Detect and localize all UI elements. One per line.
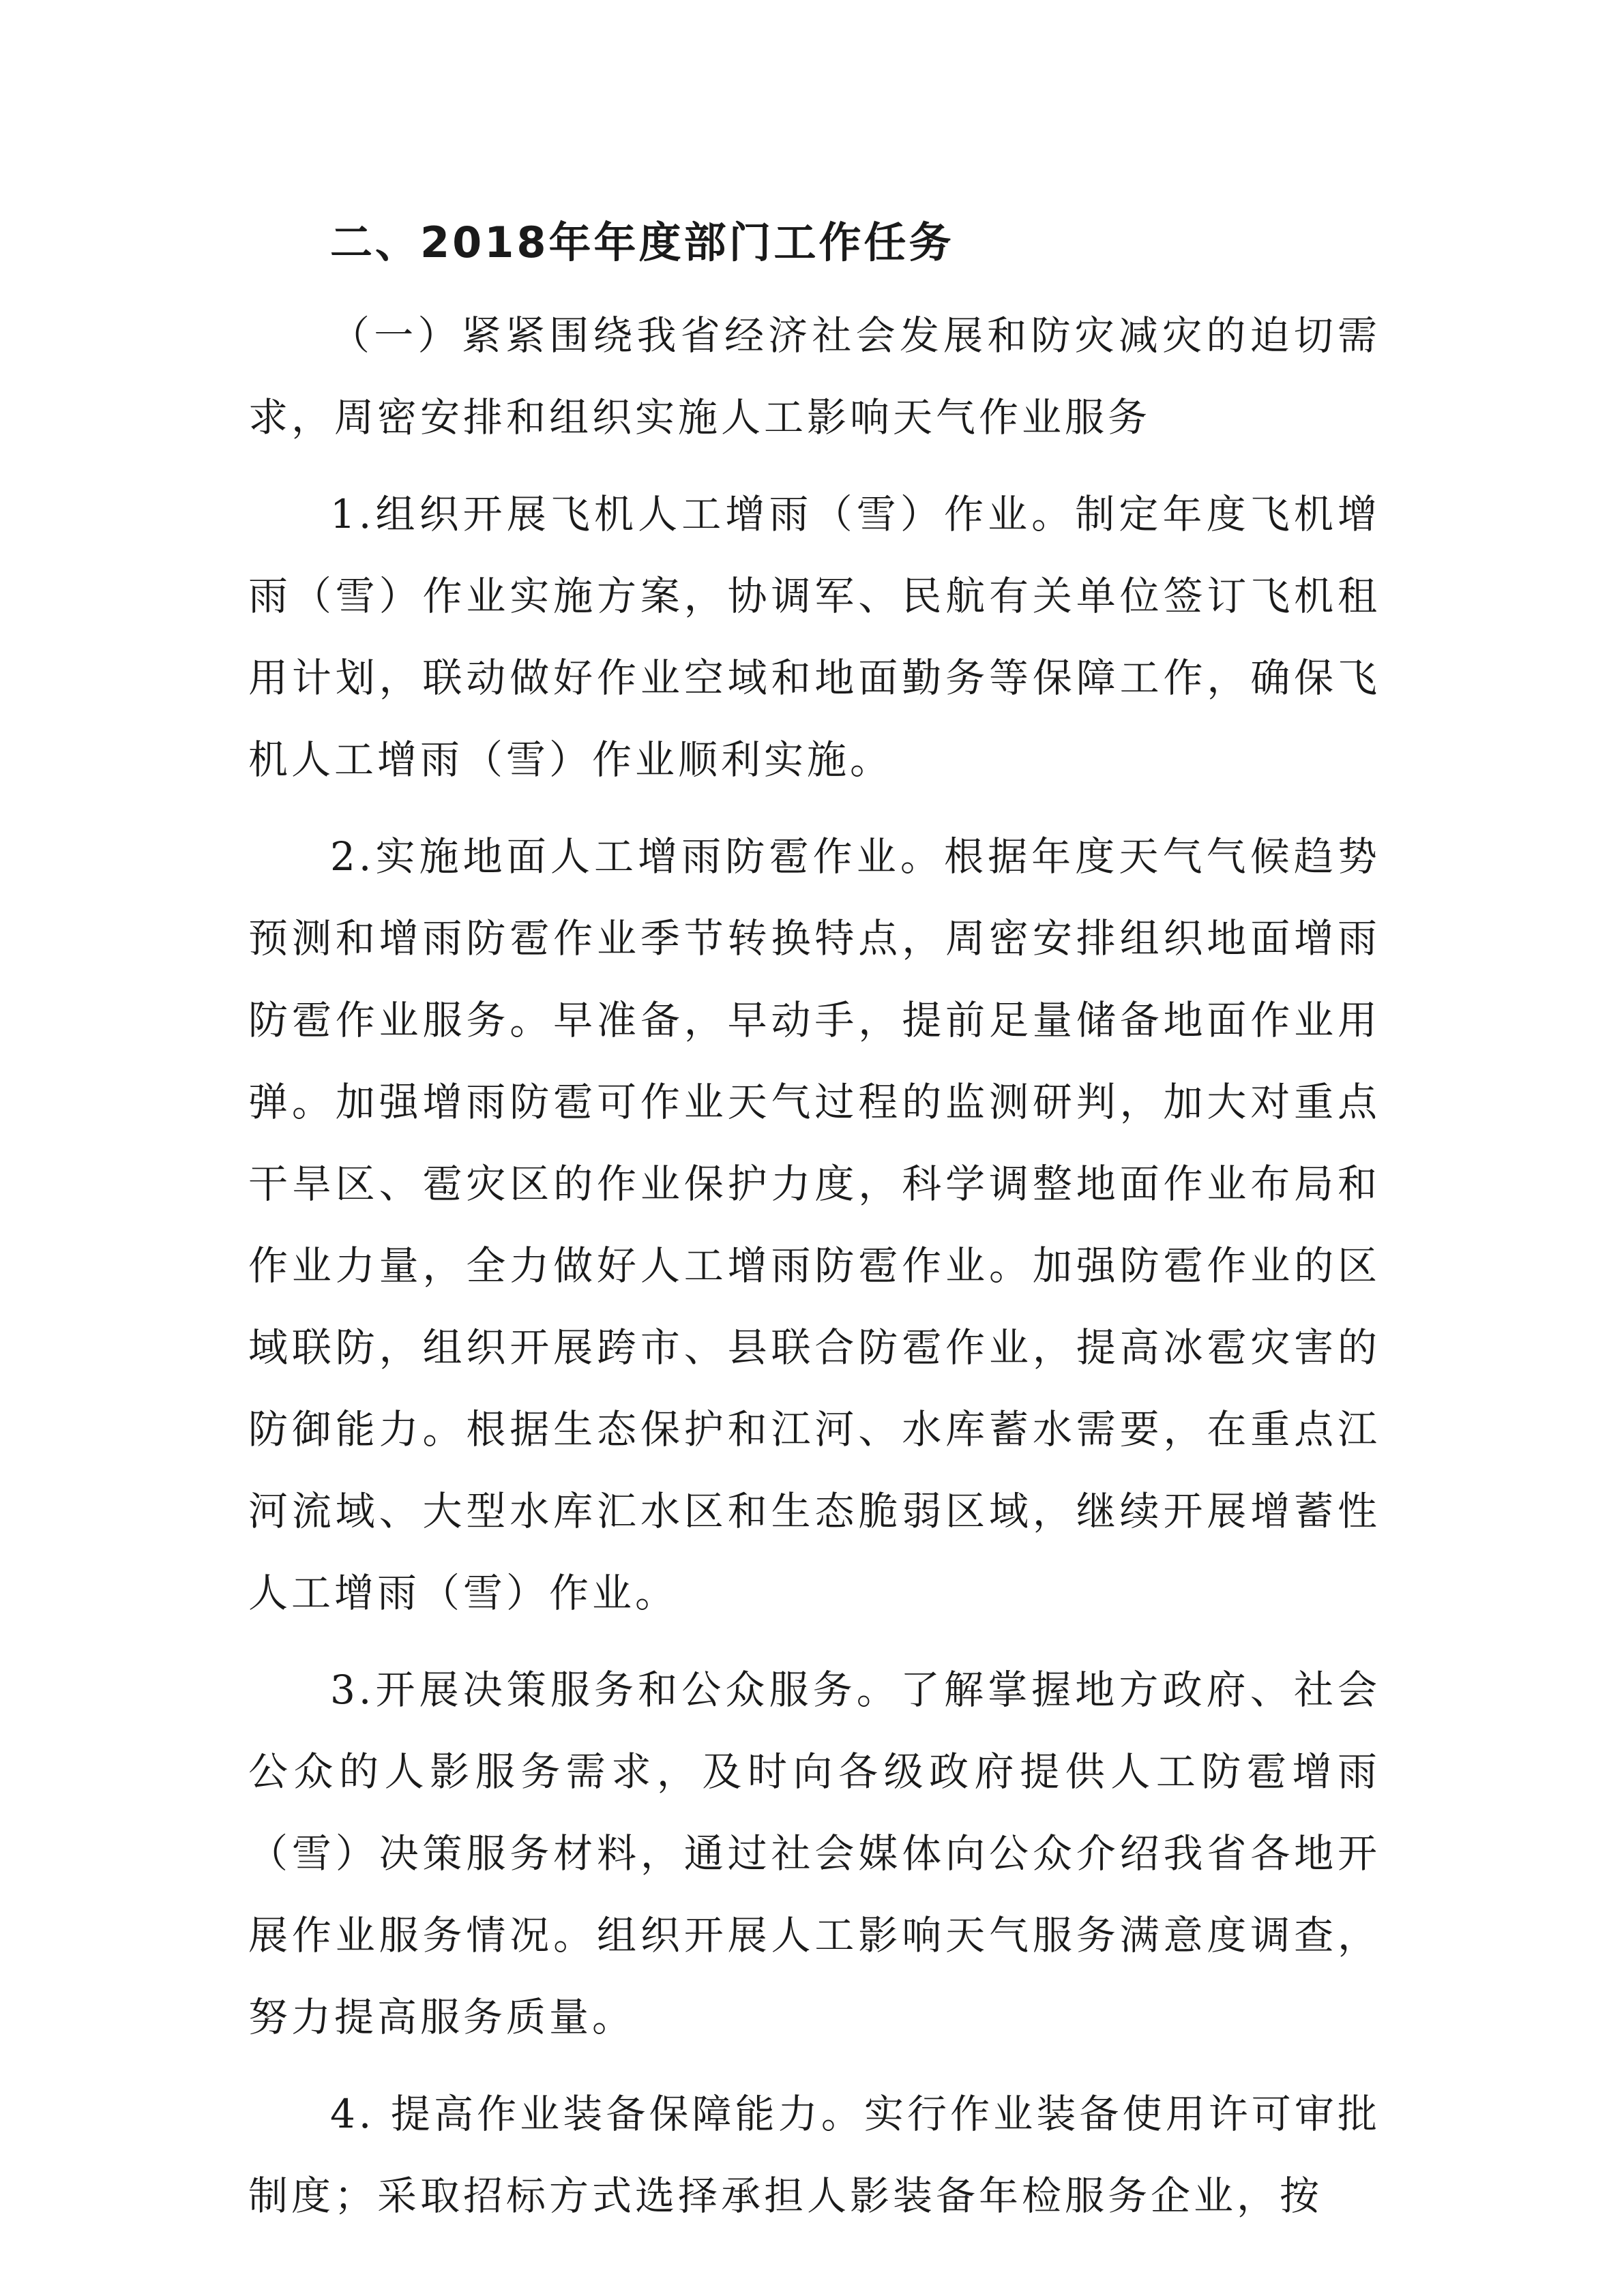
section-heading: 二、2018年年度部门工作任务	[330, 218, 954, 267]
paragraph-5: 4. 提高作业装备保障能力。实行作业装备使用许可审批制度；采取招标方式选择承担人影装备年检服务企业，按	[248, 2091, 1381, 2219]
document-body	[248, 202, 1381, 2252]
paragraph-3: 2.实施地面人工增雨防雹作业。根据年度天气气候趋势预测和增雨防雹作业季节转换特点，周密安排组织地面增雨防雹作业服务。早准备，早动手，提前足量储备地面作业用弹。加强增雨防雹可作业天气过程的监测研判，加大对重点干旱区、雹灾区的作业保护力度，科学调整地面作业布局和作业力量，全力做好人工增雨防雹作业。加强防雹作业的区域联防，组织开展跨市、县联合防雹作业，提高冰雹灾害的防御能力。根据生态保护和江河、水库蓄水需要，在重点江河流域、大型水库汇水区和生态脆弱区域，继续开展增蓄性人工增雨（雪）作业。	[248, 833, 1381, 1616]
paragraph-4: 3.开展决策服务和公众服务。了解掌握地方政府、社会公众的人影服务需求，及时向各级政府提供人工防雹增雨（雪）决策服务材料，通过社会媒体向公众介绍我省各地开展作业服务情况。组织开展人工影响天气服务满意度调查，努力提高服务质量。	[248, 1667, 1381, 2040]
paragraph-2: 1.组织开展飞机人工增雨（雪）作业。制定年度飞机增雨（雪）作业实施方案，协调军、民航有关单位签订飞机租用计划，联动做好作业空域和地面勤务等保障工作，确保飞机人工增雨（雪）作业顺利实施。	[248, 491, 1381, 783]
paragraph-1: （一）紧紧围绕我省经济社会发展和防灾减灾的迫切需求，周密安排和组织实施人工影响天气作业服务	[248, 312, 1381, 441]
